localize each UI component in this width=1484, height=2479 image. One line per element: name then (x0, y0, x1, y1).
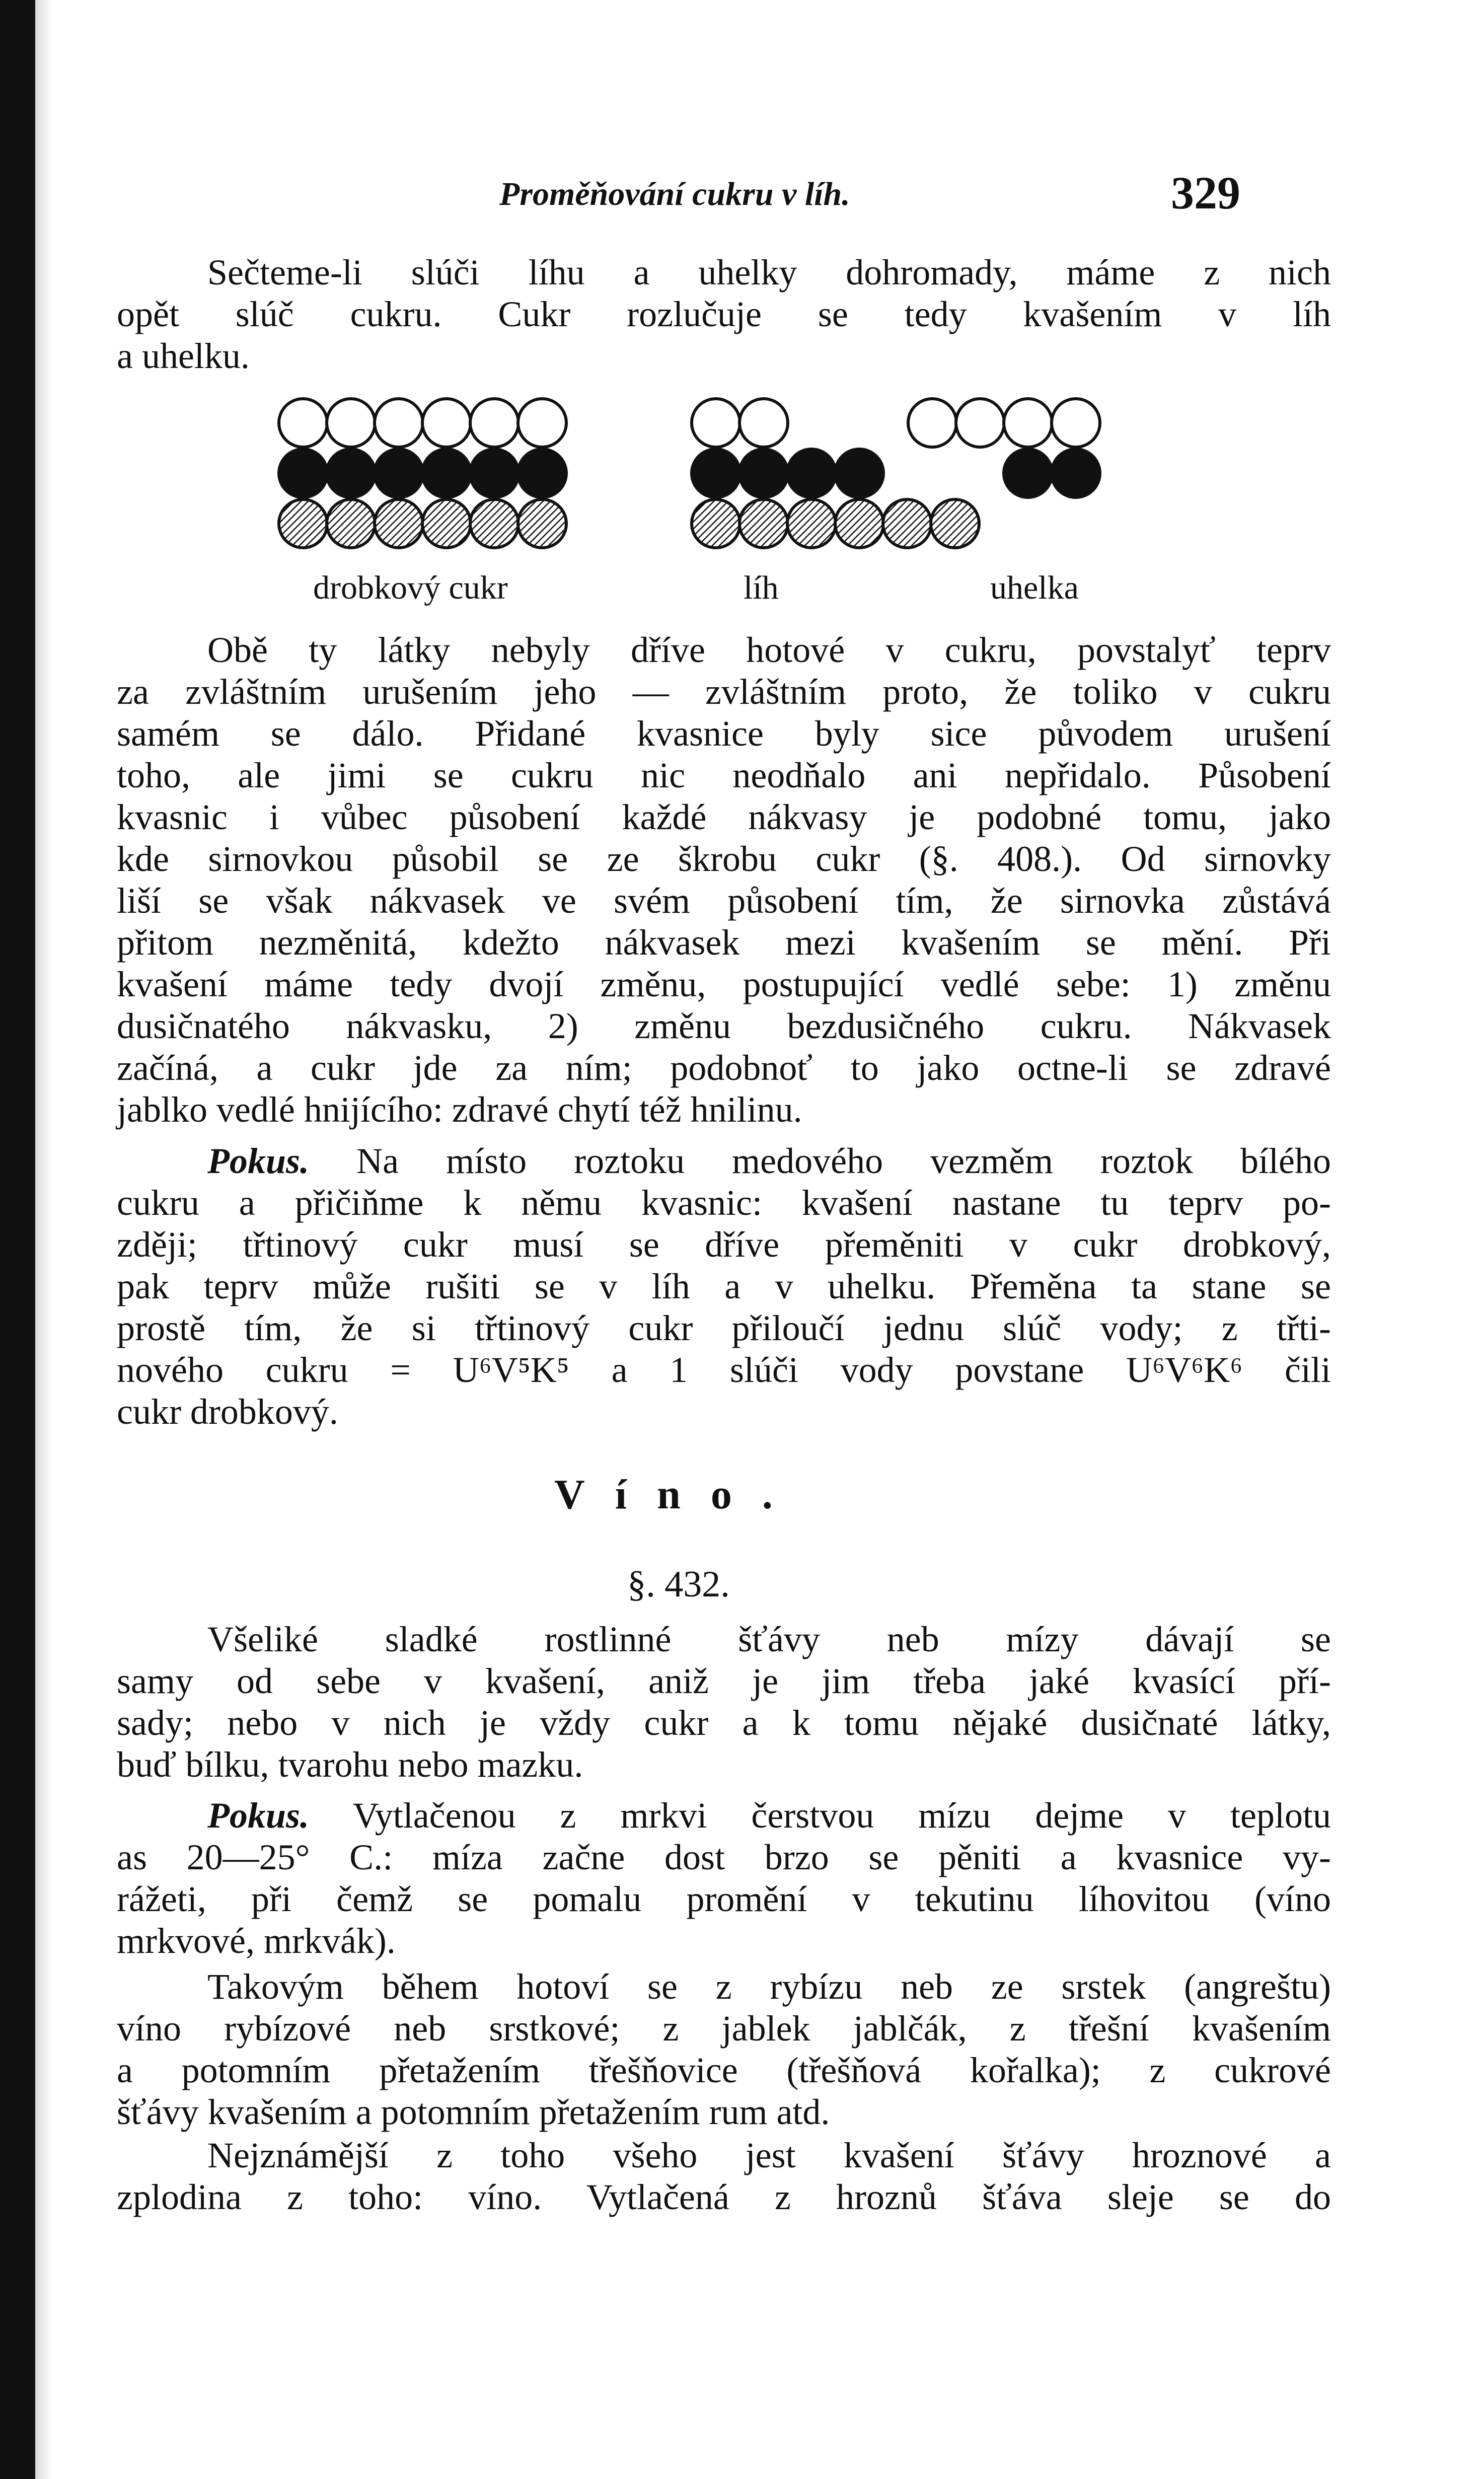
paragraph-4 (117, 1619, 1331, 1786)
text-line: za zvláštním urušením jeho — zvláštním proto, že toliko v cukru (117, 672, 1331, 712)
text-line: začíná, a cukr jde za ním; podobnoť to jako octne-li se zdravé (117, 1048, 1331, 1088)
running-title: Proměňování cukru v líh. (499, 176, 850, 212)
text-line: šťávy kvašením a potomním přetažením rum atd. (117, 2092, 830, 2132)
text-line: kde sirnovkou působil se ze škrobu cukr (§. 408.). Od sirnovky (117, 839, 1331, 879)
paragraph-3-experiment (117, 1140, 1331, 1433)
text-line: prostě tím, že si třtinový cukr přiloučí jednu slúč vody; z třti- (117, 1308, 1331, 1348)
section-number: §. 432. (627, 1564, 730, 1605)
text-line (207, 1140, 1331, 1182)
paragraph-1 (117, 252, 1331, 377)
label-alcohol: líh (744, 569, 779, 606)
text-line: rážeti, při čemž se pomalu promění v tekutinu líhovitou (víno (117, 1879, 1331, 1919)
text-line: jablko vedlé hnijícího: zdravé chytí též hnilinu. (117, 1089, 802, 1130)
text-line: kvašení máme tedy dvojí změnu, postupující vedlé sebe: 1) změnu (117, 964, 1331, 1004)
text-line: přitom nezměnitá, kdežto nákvasek mezi kvašením se mění. Při (117, 922, 1331, 963)
label-carbonic: uhelka (990, 569, 1079, 606)
experiment-label: Pokus. (207, 1141, 310, 1181)
text-line (207, 1795, 1331, 1837)
text-line: zplodina z toho: víno. Vytlačená z hroznů šťáva sleje se do (117, 2177, 1331, 2217)
running-header (117, 166, 1240, 222)
text-line: sady; nebo v nich je vždy cukr a k tomu nějaké dusičnaté látky, (117, 1703, 1331, 1743)
paragraph-6 (117, 1966, 1331, 2133)
text-line: liší se však nákvasek ve svém působení tím, že sirnovka zůstává (117, 881, 1331, 921)
text-line: Obě ty látky nebyly dříve hotové v cukru, povstalyť teprv (207, 630, 1331, 670)
carbonic-molecule (908, 399, 1100, 497)
text-line: Sečteme-li slúči líhu a uhelky dohromady, máme z nich (207, 252, 1331, 293)
text-line: toho, ale jimi se cukru nic neodňalo ani nepřidalo. Působení (117, 755, 1331, 795)
text-line: kvasnic i vůbec působení každé nákvasy je podobné tomu, jako (117, 797, 1331, 837)
molecule-figure (117, 393, 1240, 624)
page-edge-shadow (0, 0, 35, 2479)
text-line-rest: Na místo roztoku medového vezměm roztok bílého (309, 1141, 1331, 1181)
text-line: as 20—25° C.: míza začne dost brzo se pěniti a kvasnice vy- (117, 1837, 1331, 1877)
molecule-diagram (117, 393, 1240, 564)
text-line: mrkvové, mrkvák). (117, 1921, 396, 1961)
text-line: Nejznámější z toho všeho jest kvašení šťávy hroznové a (207, 2135, 1331, 2175)
experiment-label: Pokus. (207, 1795, 310, 1836)
text-line: cukru a přičiňme k němu kvasnic: kvašení nastane tu teprv po- (117, 1183, 1331, 1223)
sugar-molecule (279, 399, 566, 548)
text-line: buď bílku, tvarohu nebo mazku. (117, 1744, 583, 1785)
paragraph-2 (117, 629, 1331, 1131)
text-line: a potomním přetažením třešňovice (třešňová kořalka); z cukrové (117, 2050, 1331, 2090)
text-line: a uhelku. (117, 336, 250, 376)
text-line: samém se dálo. Přidané kvasnice byly sice původem urušení (117, 713, 1331, 754)
text-line-rest: Vytlačenou z mrkvi čerstvou mízu dejme v teplotu (309, 1795, 1331, 1836)
paragraph-5-experiment (117, 1795, 1331, 1962)
page-number: 329 (1171, 167, 1240, 218)
label-sugar: drobkový cukr (313, 569, 508, 606)
text-line: pak teprv může rušiti se v líh a v uhelku. Přeměna ta stane se (117, 1266, 1331, 1306)
text-line: cukr drobkový. (117, 1392, 338, 1432)
text-line: samy od sebe v kvašení, aniž je jim třeba jaké kvasící pří- (117, 1661, 1331, 1701)
text-line: opět slúč cukru. Cukr rozlučuje se tedy kvašením v líh (117, 294, 1331, 334)
paragraph-7 (117, 2135, 1331, 2218)
text-line: víno rybízové neb srstkové; z jablek jablčák, z třešní kvašením (117, 2008, 1331, 2049)
text-line: dusičnatého nákvasku, 2) změnu bezdusičného cukru. Nákvasek (117, 1006, 1331, 1046)
page-edge-gradient (35, 0, 52, 2479)
text-line: Takovým během hotoví se z rybízu neb ze srstek (angreštu) (207, 1966, 1331, 2007)
text-line: Všeliké sladké rostlinné šťávy neb mízy dávají se (207, 1619, 1331, 1659)
text-line: nového cukru = U⁶V⁵K⁵ a 1 slúči vody povstane U⁶V⁶K⁶ čili (117, 1350, 1331, 1390)
section-heading-wine: Víno. (554, 1471, 803, 1518)
text-line: zději; třtinový cukr musí se dříve přeměniti v cukr drobkový, (117, 1224, 1331, 1265)
